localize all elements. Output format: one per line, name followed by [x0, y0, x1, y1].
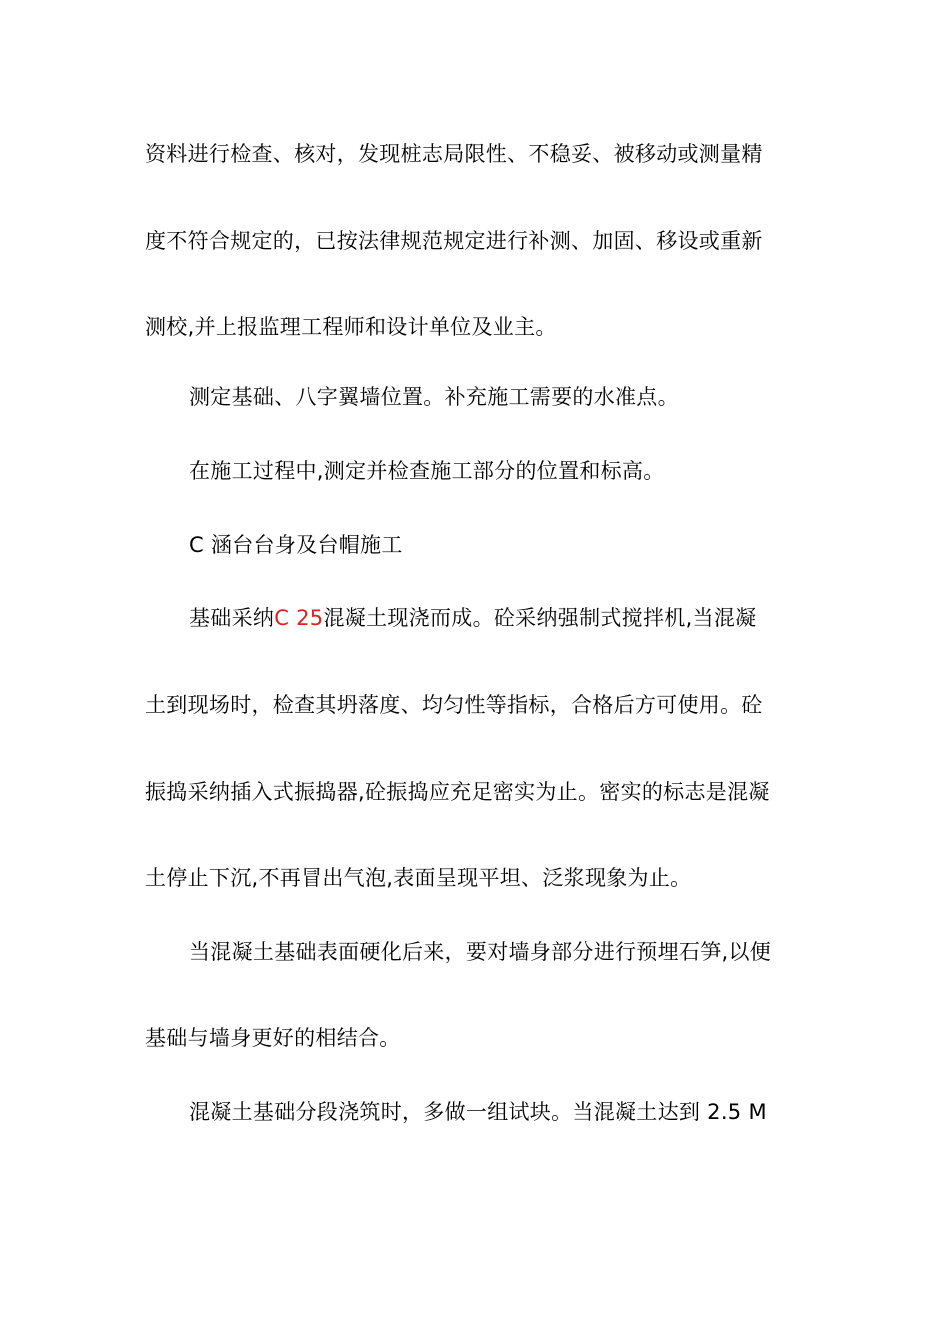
- paragraph-line-with-highlight: [189, 603, 829, 633]
- body-text-line: 资料进行检查、核对，发现桩志局限性、不稳妥、被移动或测量精: [145, 142, 763, 166]
- text-segment: 混凝土现浇而成。砼采纳强制式搅拌机,当混凝: [323, 606, 757, 630]
- paragraph-line: 混凝土基础分段浇筑时，多做一组试块。当混凝土达到 2.5 M: [189, 1100, 767, 1124]
- concrete-grade-highlight: C 25: [274, 606, 324, 630]
- text-segment: 基础采纳: [189, 606, 275, 630]
- body-text-line: 测校,并上报监理工程师和设计单位及业主。: [145, 315, 557, 339]
- section-heading: C 涵台台身及台帽施工: [189, 533, 403, 557]
- paragraph-line: 在施工过程中,测定并检查施工部分的位置和标高。: [189, 459, 665, 483]
- body-text-line: 基础与墙身更好的相结合。: [145, 1026, 401, 1050]
- body-text-line: 土停止下沉,不再冒出气泡,表面呈现平坦、泛浆现象为止。: [145, 866, 692, 890]
- body-text-line: 振捣采纳插入式振捣器,砼振捣应充足密实为止。密实的标志是混凝: [145, 780, 770, 804]
- body-text-line: 度不符合规定的，已按法律规范规定进行补测、加固、移设或重新: [145, 229, 763, 253]
- paragraph-line: 当混凝土基础表面硬化后来，要对墙身部分进行预埋石笋,以便: [189, 940, 772, 964]
- paragraph-line: 测定基础、八字翼墙位置。补充施工需要的水准点。: [189, 385, 679, 409]
- body-text-line: 土到现场时，检查其坍落度、均匀性等指标，合格后方可使用。砼: [145, 693, 763, 717]
